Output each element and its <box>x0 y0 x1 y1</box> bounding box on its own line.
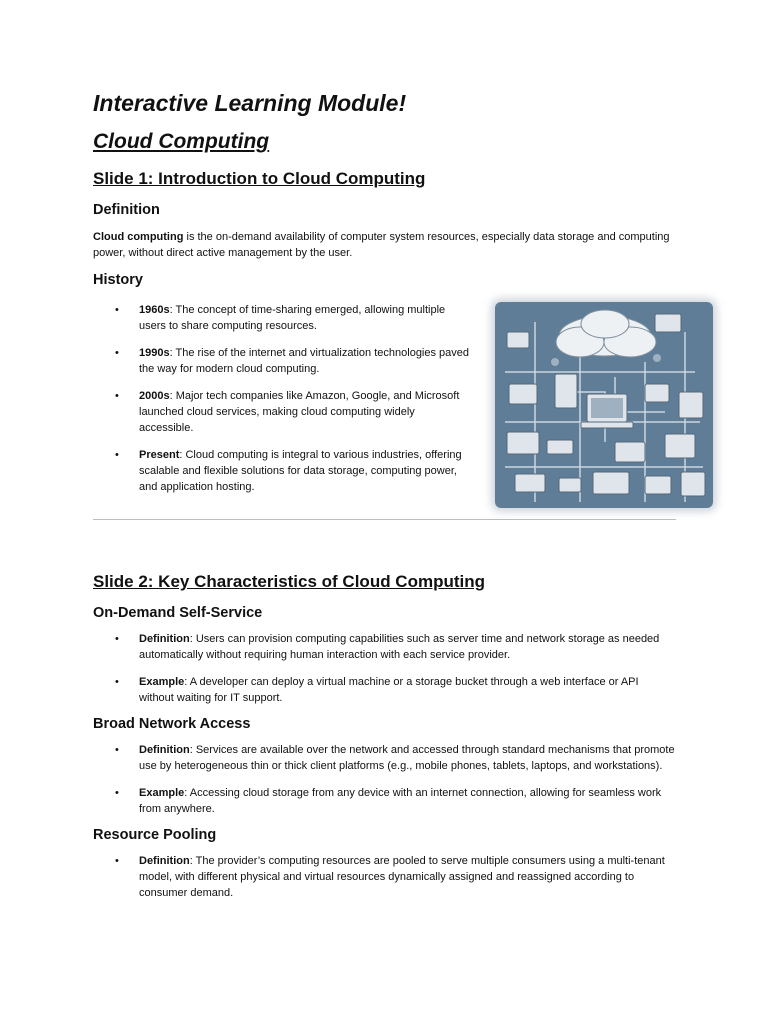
list-item-term: 2000s <box>139 390 170 402</box>
list-item-term: 1990s <box>139 347 170 359</box>
document-subtitle: Cloud Computing <box>93 130 270 153</box>
document-page <box>93 88 676 506</box>
list-item-term: Definition <box>139 633 190 645</box>
list-item-text: : The concept of time-sharing emerged, allowing multiple users to share computing resources. <box>139 304 446 332</box>
list-item <box>93 853 676 901</box>
list-item <box>93 447 471 495</box>
list-item <box>93 742 676 774</box>
list-item <box>93 674 676 706</box>
on-demand-list <box>93 631 676 706</box>
list-item-term: Definition <box>139 744 190 756</box>
resource-pooling-heading: Resource Pooling <box>93 827 217 843</box>
broad-network-heading: Broad Network Access <box>93 716 251 732</box>
list-item-text: : The rise of the internet and virtualization technologies paved the way for modern cloud computing. <box>139 347 470 375</box>
list-item-text: : Services are available over the network and accessed through standard mechanisms that promote use by heterogeneous thin or thick client platforms (e.g., mobile phones, tablets, laptops, and workstations). <box>139 744 675 772</box>
list-item <box>93 345 471 377</box>
resource-pooling-list <box>93 853 676 901</box>
history-list <box>93 302 471 495</box>
list-item-term: Example <box>139 787 185 799</box>
cloud-network-illustration-icon <box>495 302 713 508</box>
list-item-term: 1960s <box>139 304 170 316</box>
list-item-text: : The provider’s computing resources are pooled to serve multiple consumers using a multi-tenant model, with different physical and virtual resources dynamically assigned and reassigned according to consumer demand. <box>139 855 665 899</box>
broad-network-list <box>93 742 676 817</box>
definition-heading: Definition <box>93 202 160 218</box>
list-item <box>93 631 676 663</box>
definition-term: Cloud computing <box>93 231 184 243</box>
list-item-text: : Major tech companies like Amazon, Google, and Microsoft launched cloud services, making cloud computing widely accessible. <box>139 390 460 434</box>
list-item <box>93 785 676 817</box>
section-divider <box>93 519 676 520</box>
history-block <box>93 302 676 495</box>
slide2-heading: Slide 2: Key Characteristics of Cloud Computing <box>93 572 486 591</box>
list-item <box>93 388 471 436</box>
on-demand-heading: On-Demand Self-Service <box>93 605 263 621</box>
list-item-term: Present <box>139 449 180 461</box>
list-item-text: : Accessing cloud storage from any device with an internet connection, allowing for seamless work from anywhere. <box>139 787 662 815</box>
definition-body: is the on-demand availability of computer system resources, especially data storage and computing power, without direct active management by the user. <box>93 231 670 259</box>
list-item-text: : Cloud computing is integral to various industries, offering scalable and flexible solutions for data storage, computing power, and application hosting. <box>139 449 462 493</box>
list-item-term: Example <box>139 676 185 688</box>
list-item-text: : Users can provision computing capabilities such as server time and network storage as needed automatically without requiring human interaction with each service provider. <box>139 633 660 661</box>
list-item-term: Definition <box>139 855 190 867</box>
slide1-heading: Slide 1: Introduction to Cloud Computing <box>93 169 426 188</box>
document-title: Interactive Learning Module! <box>93 90 407 116</box>
history-heading: History <box>93 272 143 288</box>
list-item-text: : A developer can deploy a virtual machine or a storage bucket through a web interface or API without waiting for IT support. <box>139 676 639 704</box>
definition-text <box>93 229 676 261</box>
slide2-block <box>93 570 676 912</box>
list-item <box>93 302 471 334</box>
